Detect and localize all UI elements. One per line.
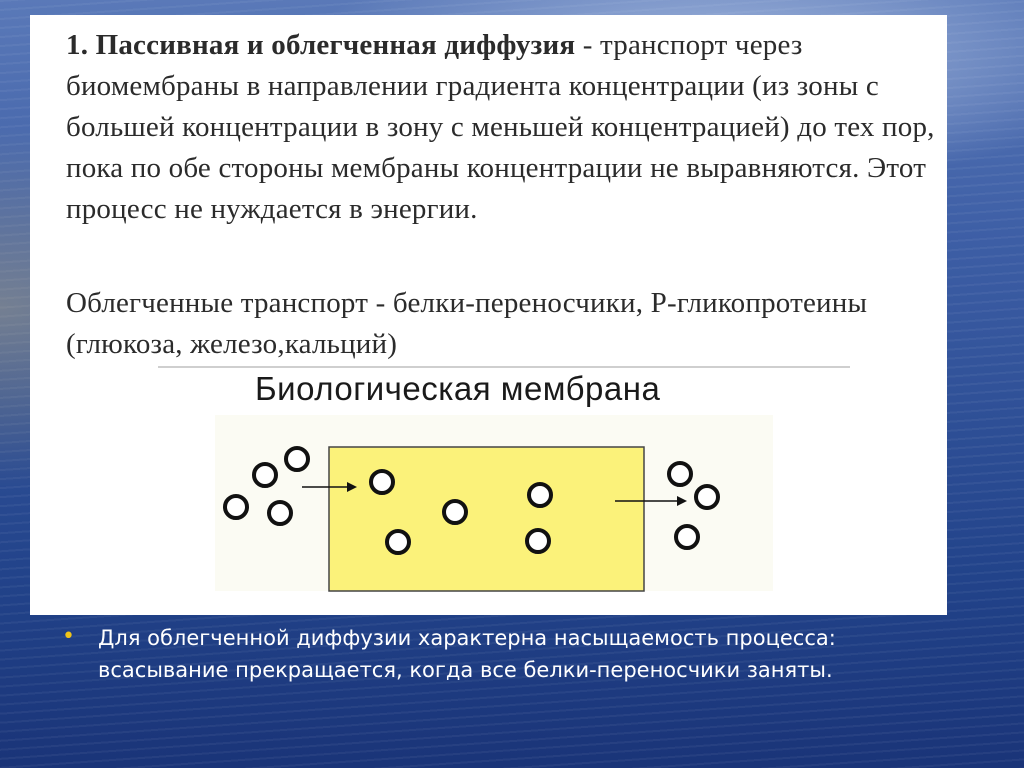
divider-line [158,366,850,368]
molecule-circle [371,471,393,493]
molecule-circle [676,526,698,548]
molecule-circle [225,496,247,518]
molecule-circle [269,502,291,524]
molecule-circle [444,501,466,523]
diagram-title: Биологическая мембрана [255,370,661,407]
bullet-note [62,622,962,686]
membrane-diagram [215,415,775,595]
bullet-note-text: Для облегченной диффузии характерна насыщаемость процесса: всасывание прекращается, когда все белки-переносчики заняты. [98,626,836,682]
paragraph-body: - транспорт через биомембраны в направлении градиента концентрации (из зоны с большей концентрации в зону с меньшей концентрацией) до тех пор, пока по обе стороны мембраны концентрации не выравняются. Этот процесс не нуждается в энергии. [66,29,935,225]
facilitated-transport-paragraph: Облегченные транспорт - белки-переносчики, Р-гликопротеины (глюкоза, железо,кальций) [66,287,868,360]
passive-diffusion-paragraph [66,25,946,230]
membrane-band [329,447,644,591]
slide-content-card [30,15,947,615]
molecule-circle [527,530,549,552]
molecule-circle [669,463,691,485]
molecule-circle [387,531,409,553]
molecule-circle [696,486,718,508]
paragraph-heading: 1. Пассивная и облегченная диффузия [66,29,576,61]
molecule-circle [254,464,276,486]
molecule-circle [286,448,308,470]
molecule-circle [529,484,551,506]
bullet-icon: • [62,624,75,649]
